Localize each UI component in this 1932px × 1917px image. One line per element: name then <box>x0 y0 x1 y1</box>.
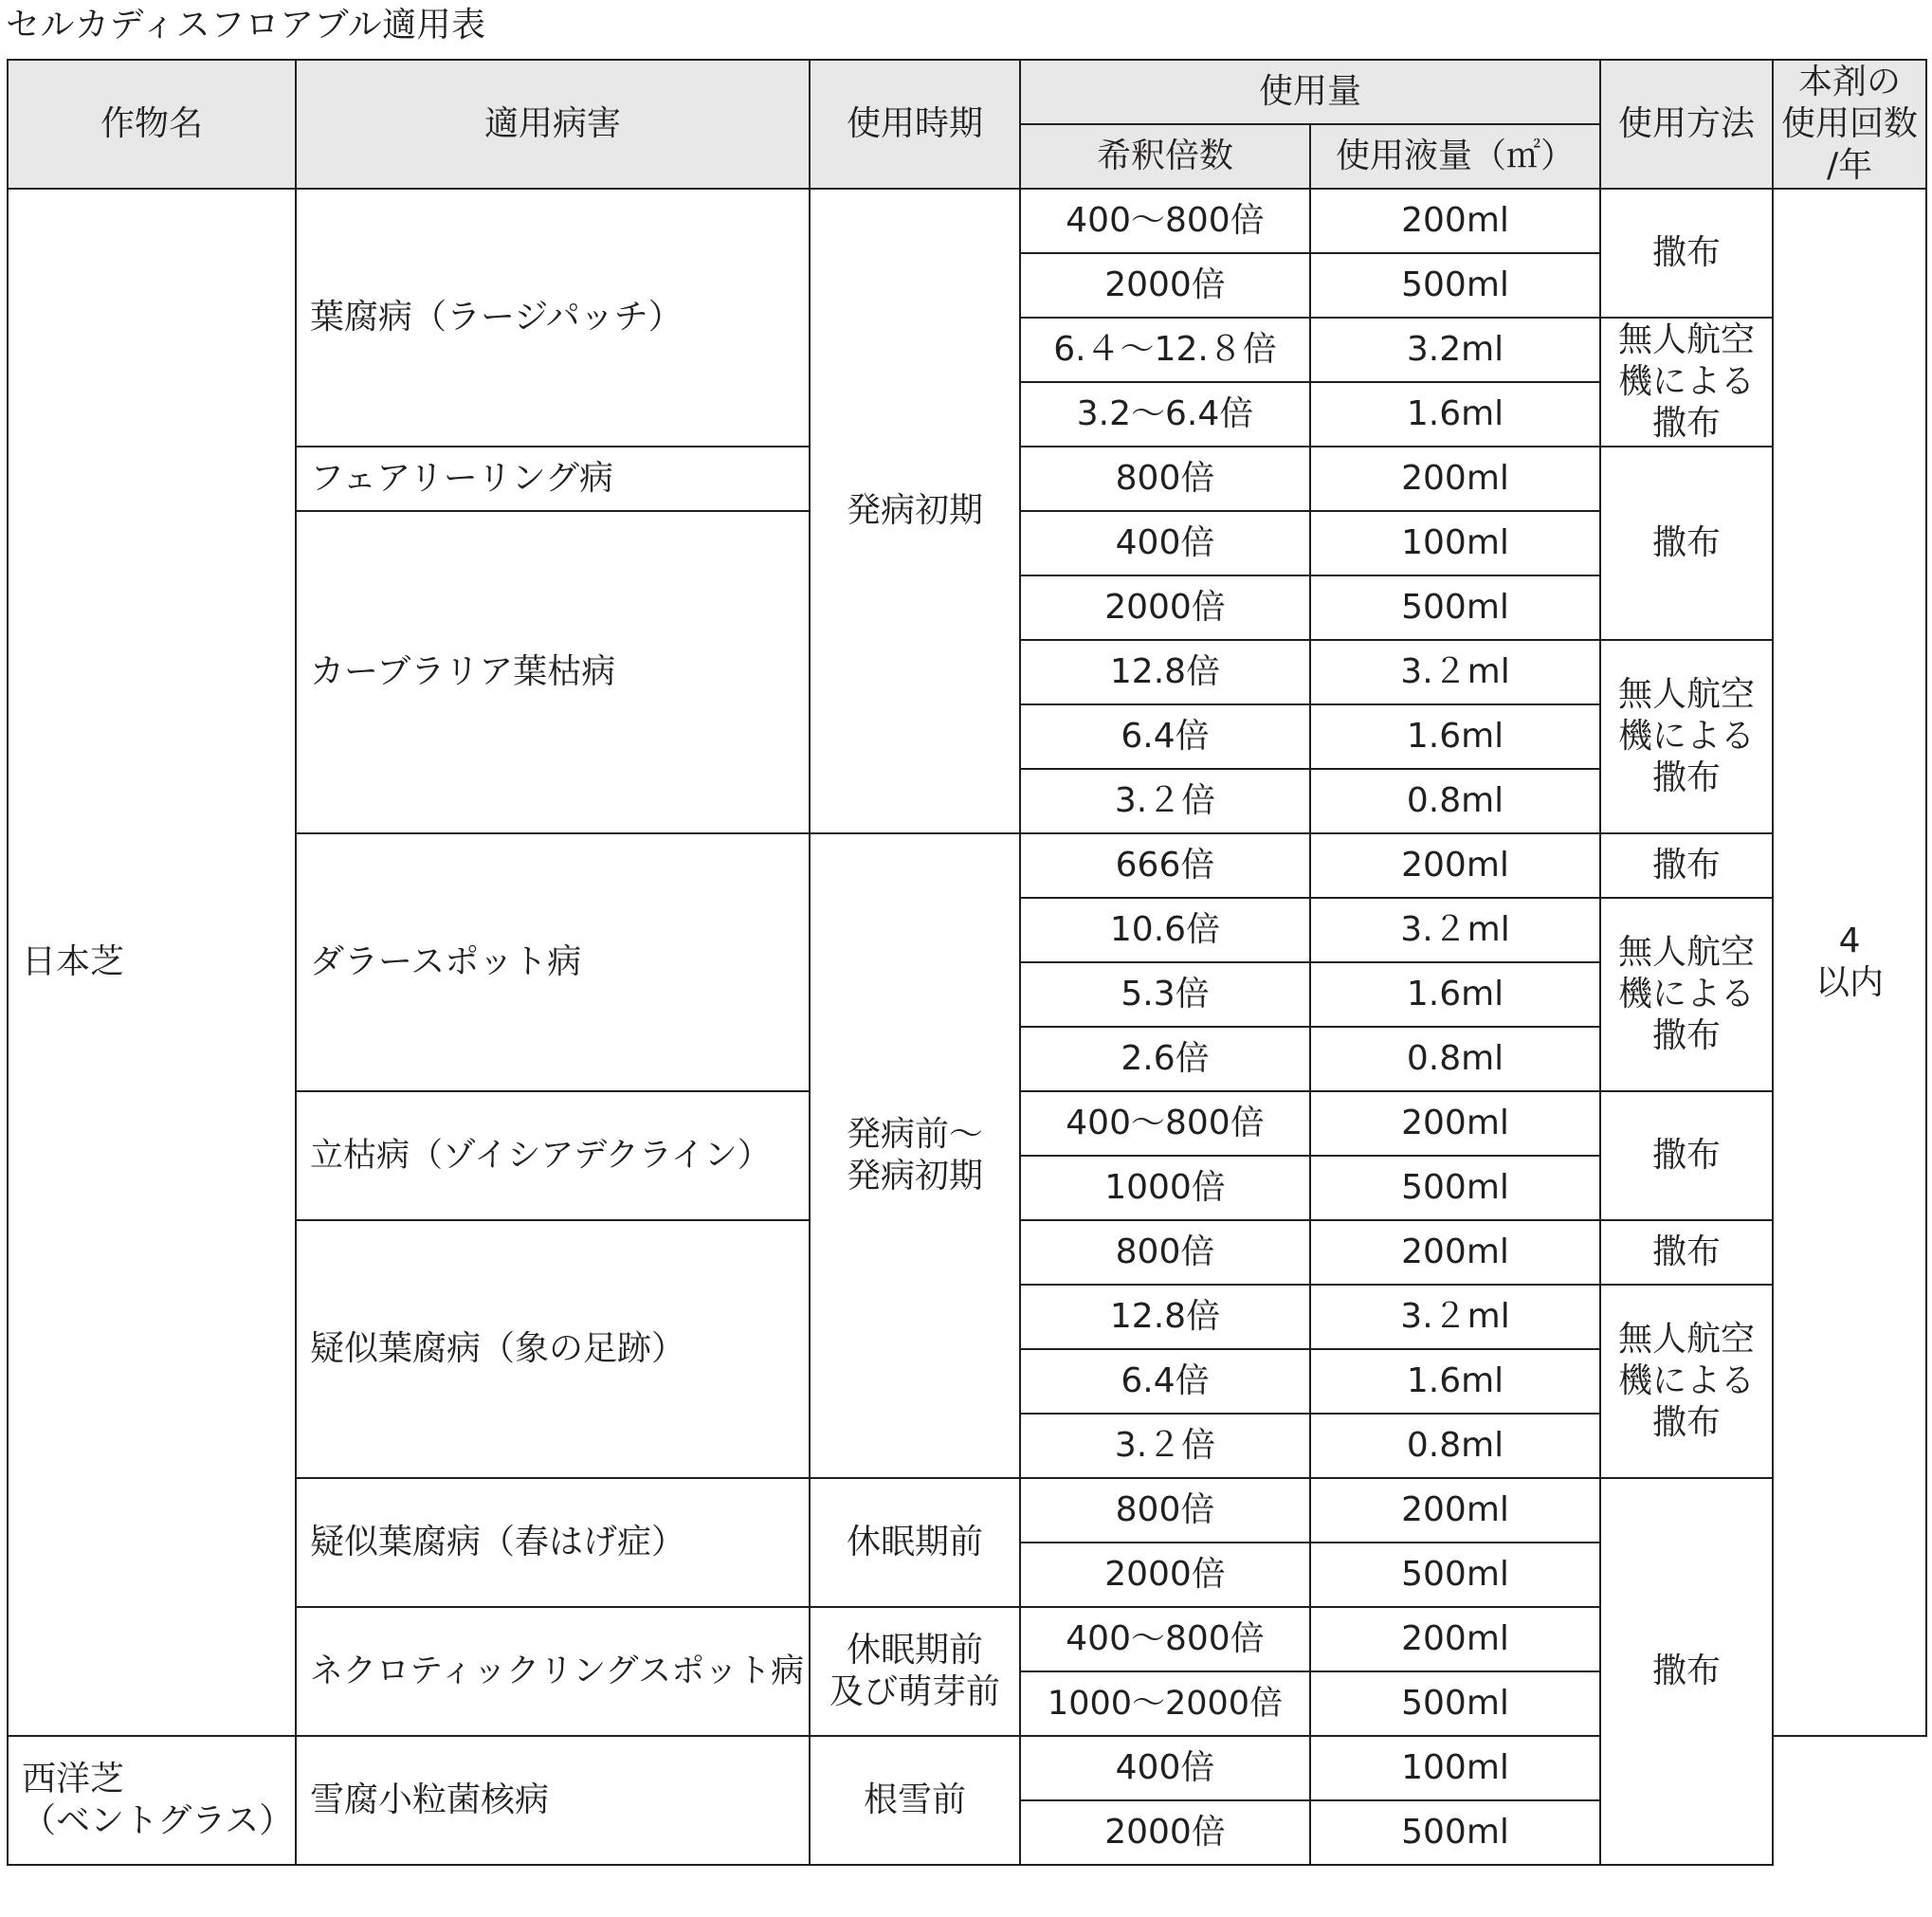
method-cell-spray: 撒布 <box>1600 1478 1773 1865</box>
volume-cell: 0.8ml <box>1310 1027 1600 1091</box>
header-count-line1: 本剤の <box>1798 63 1902 101</box>
method-drone-line1: 無人航空 <box>1618 675 1756 714</box>
disease-cell-5: 立枯病（ゾイシアデクライン） <box>296 1091 810 1220</box>
method-drone-line1: 無人航空 <box>1618 320 1756 359</box>
dilution-cell: 666倍 <box>1020 833 1310 898</box>
table-row <box>8 189 1926 253</box>
header-method: 使用方法 <box>1600 60 1773 189</box>
volume-cell: 200ml <box>1310 1091 1600 1156</box>
disease-cell-7: 疑似葉腐病（春はげ症） <box>296 1478 810 1607</box>
dilution-cell: 6.4倍 <box>1020 1349 1310 1414</box>
volume-cell: 3.２ml <box>1310 1285 1600 1349</box>
method-cell-drone <box>1600 898 1773 1091</box>
dilution-cell: 400～800倍 <box>1020 1091 1310 1156</box>
disease-cell-9: 雪腐小粒菌核病 <box>296 1736 810 1865</box>
dilution-cell: 800倍 <box>1020 1478 1310 1543</box>
volume-cell: 100ml <box>1310 511 1600 575</box>
dilution-cell: 400倍 <box>1020 511 1310 575</box>
method-drone-line2: 機による <box>1618 717 1756 756</box>
timing-4-line1: 休眠期前 <box>846 1631 983 1670</box>
timing-cell-5: 根雪前 <box>810 1736 1020 1865</box>
volume-cell: 3.２ml <box>1310 898 1600 962</box>
method-cell-spray: 撒布 <box>1600 1220 1773 1285</box>
method-drone-line3: 撒布 <box>1652 404 1722 443</box>
dilution-cell: 2000倍 <box>1020 1543 1310 1607</box>
dilution-cell: 12.8倍 <box>1020 640 1310 704</box>
method-drone-line2: 機による <box>1618 1361 1756 1400</box>
timing-cell-2 <box>810 833 1020 1478</box>
count-line2: 以内 <box>1815 963 1885 1002</box>
dilution-cell: 400～800倍 <box>1020 189 1310 253</box>
volume-cell: 0.8ml <box>1310 1414 1600 1478</box>
volume-cell: 200ml <box>1310 447 1600 511</box>
dilution-cell: 400倍 <box>1020 1736 1310 1800</box>
dilution-cell: 6.４～12.８倍 <box>1020 318 1310 382</box>
method-drone-line1: 無人航空 <box>1618 1320 1756 1359</box>
crop-cell-nihon: 日本芝 <box>8 189 296 1736</box>
method-drone-line3: 撒布 <box>1652 1016 1722 1055</box>
timing-cell-1: 発病初期 <box>810 189 1020 833</box>
header-count-line3: /年 <box>1826 146 1873 185</box>
method-drone-line3: 撒布 <box>1652 758 1722 797</box>
method-cell-drone <box>1600 1285 1773 1478</box>
header-volume: 使用液量（㎡） <box>1310 124 1600 189</box>
volume-cell: 3.２ml <box>1310 640 1600 704</box>
header-timing: 使用時期 <box>810 60 1020 189</box>
header-dilution: 希釈倍数 <box>1020 124 1310 189</box>
disease-cell-1: 葉腐病（ラージパッチ） <box>296 189 810 447</box>
method-cell-spray: 撒布 <box>1600 189 1773 318</box>
header-count-line2: 使用回数 <box>1781 104 1919 143</box>
method-drone-line2: 機による <box>1618 975 1756 1013</box>
method-drone-line2: 機による <box>1618 362 1756 401</box>
volume-cell: 1.6ml <box>1310 382 1600 447</box>
crop-cell-seiyo <box>8 1736 296 1865</box>
crop-seiyo-line2: （ベントグラス） <box>22 1801 294 1840</box>
method-cell-drone <box>1600 318 1773 447</box>
dilution-cell: 2.6倍 <box>1020 1027 1310 1091</box>
dilution-cell: 3.２倍 <box>1020 1414 1310 1478</box>
disease-cell-8: ネクロティックリングスポット病 <box>296 1607 810 1736</box>
header-disease: 適用病害 <box>296 60 810 189</box>
timing-cell-4 <box>810 1607 1020 1736</box>
dilution-cell: 2000倍 <box>1020 253 1310 318</box>
method-drone-line3: 撒布 <box>1652 1403 1722 1442</box>
method-cell-spray: 撒布 <box>1600 1091 1773 1220</box>
table-row <box>8 833 1926 898</box>
volume-cell: 500ml <box>1310 1671 1600 1736</box>
method-cell-drone <box>1600 640 1773 833</box>
dilution-cell: 400～800倍 <box>1020 1607 1310 1671</box>
dilution-cell: 10.6倍 <box>1020 898 1310 962</box>
dilution-cell: 6.4倍 <box>1020 704 1310 769</box>
volume-cell: 200ml <box>1310 1220 1600 1285</box>
volume-cell: 500ml <box>1310 1156 1600 1220</box>
volume-cell: 1.6ml <box>1310 704 1600 769</box>
dilution-cell: 3.2～6.4倍 <box>1020 382 1310 447</box>
dilution-cell: 5.3倍 <box>1020 962 1310 1027</box>
volume-cell: 1.6ml <box>1310 962 1600 1027</box>
dilution-cell: 1000～2000倍 <box>1020 1671 1310 1736</box>
application-table <box>7 59 1927 1866</box>
method-cell-spray: 撒布 <box>1600 447 1773 640</box>
dilution-cell: 1000倍 <box>1020 1156 1310 1220</box>
dilution-cell: 2000倍 <box>1020 1800 1310 1865</box>
header-crop: 作物名 <box>8 60 296 189</box>
header-count <box>1773 60 1926 189</box>
timing-2-line2: 発病初期 <box>846 1157 983 1196</box>
dilution-cell: 3.２倍 <box>1020 769 1310 833</box>
volume-cell: 200ml <box>1310 189 1600 253</box>
dilution-cell: 800倍 <box>1020 447 1310 511</box>
volume-cell: 500ml <box>1310 575 1600 640</box>
volume-cell: 0.8ml <box>1310 769 1600 833</box>
dilution-cell: 800倍 <box>1020 1220 1310 1285</box>
method-cell-spray: 撒布 <box>1600 833 1773 898</box>
timing-4-line2: 及び萌芽前 <box>829 1672 1000 1711</box>
method-drone-line1: 無人航空 <box>1618 933 1756 972</box>
volume-cell: 1.6ml <box>1310 1349 1600 1414</box>
dilution-cell: 2000倍 <box>1020 575 1310 640</box>
crop-seiyo-line1: 西洋芝 <box>22 1760 125 1798</box>
disease-cell-6: 疑似葉腐病（象の足跡） <box>296 1220 810 1478</box>
document-title: セルカディスフロアブル適用表 <box>6 6 486 45</box>
volume-cell: 500ml <box>1310 1543 1600 1607</box>
disease-cell-2: フェアリーリング病 <box>296 447 810 511</box>
disease-cell-4: ダラースポット病 <box>296 833 810 1091</box>
volume-cell: 100ml <box>1310 1736 1600 1800</box>
timing-cell-3: 休眠期前 <box>810 1478 1020 1607</box>
timing-2-line1: 発病前～ <box>846 1115 983 1154</box>
dilution-cell: 12.8倍 <box>1020 1285 1310 1349</box>
volume-cell: 500ml <box>1310 253 1600 318</box>
count-cell <box>1773 189 1926 1736</box>
volume-cell: 200ml <box>1310 1607 1600 1671</box>
count-line1: 4 <box>1838 922 1861 960</box>
volume-cell: 3.2ml <box>1310 318 1600 382</box>
volume-cell: 200ml <box>1310 833 1600 898</box>
header-row-1 <box>8 60 1926 124</box>
volume-cell: 500ml <box>1310 1800 1600 1865</box>
disease-cell-3: カーブラリア葉枯病 <box>296 511 810 833</box>
volume-cell: 200ml <box>1310 1478 1600 1543</box>
table-row <box>8 1478 1926 1543</box>
header-amount: 使用量 <box>1020 60 1600 124</box>
